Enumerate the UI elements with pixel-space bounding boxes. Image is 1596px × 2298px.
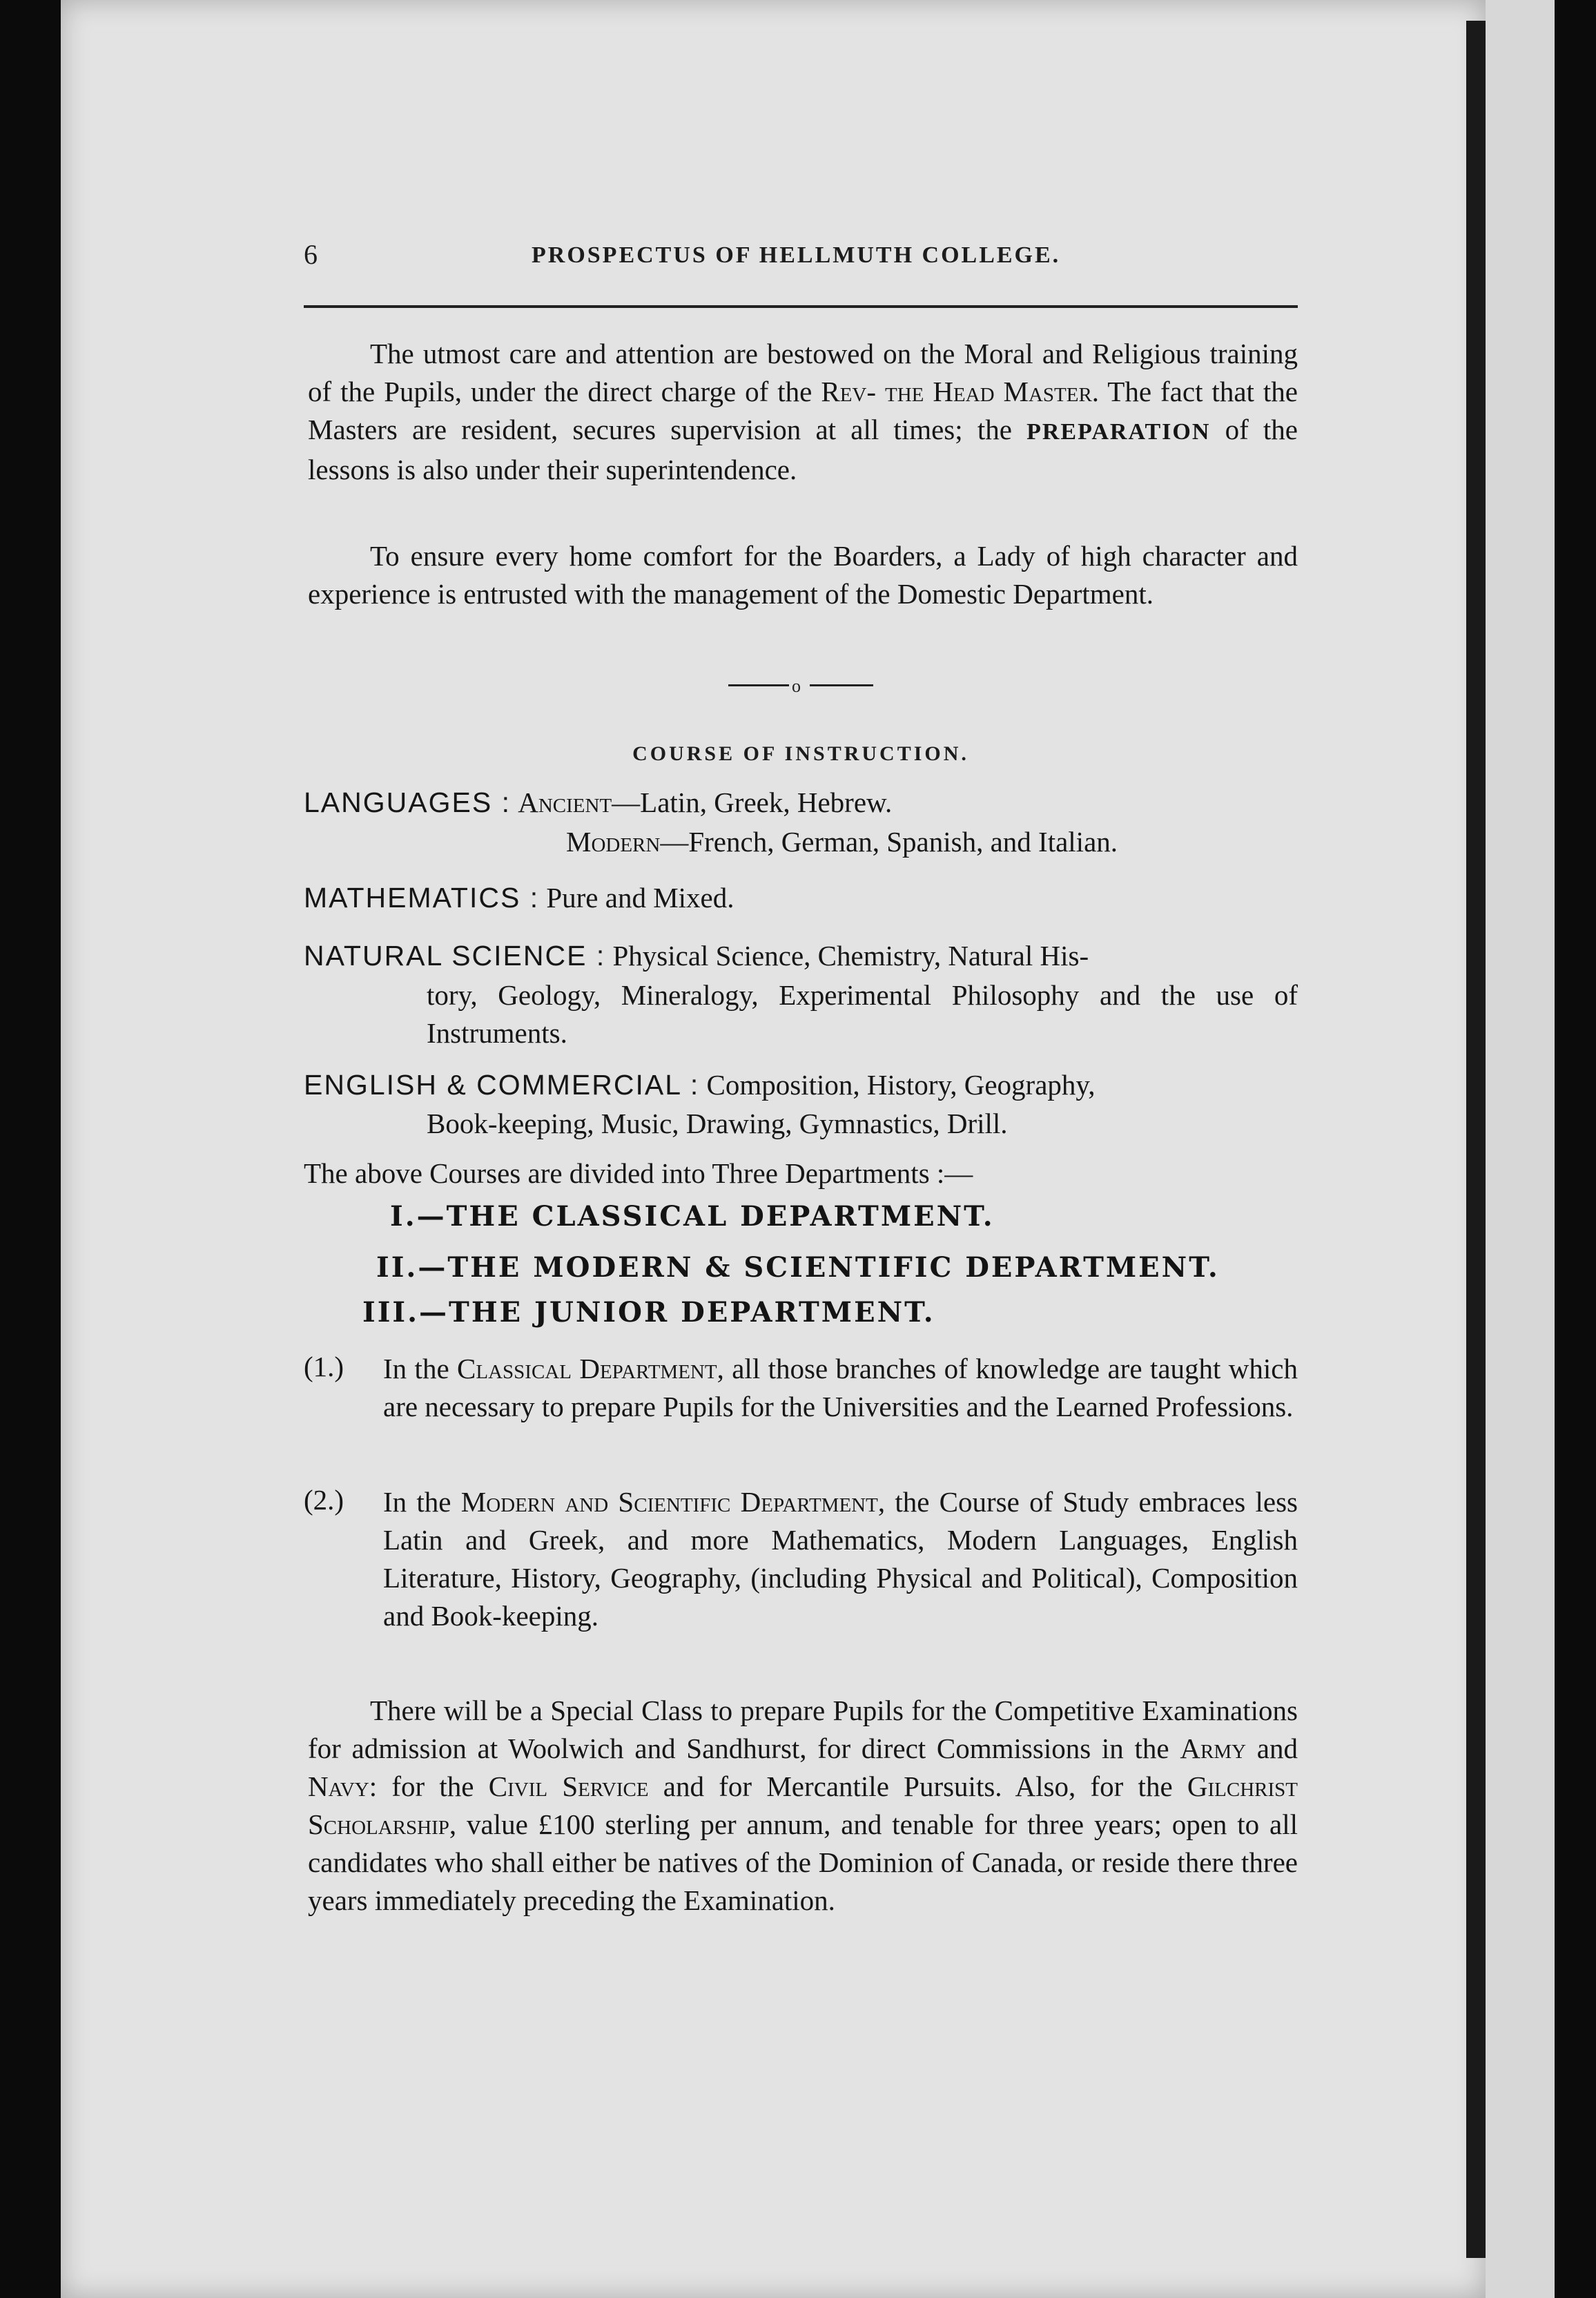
item-number-1: (1.) bbox=[304, 1351, 344, 1382]
next-page-edge bbox=[1486, 0, 1555, 2298]
running-title: PROSPECTUS OF HELLMUTH COLLEGE. bbox=[532, 242, 1061, 268]
subject-mathematics: MATHEMATICS : Pure and Mixed. bbox=[304, 882, 734, 914]
head-master-ref: Rev- the Head Master. bbox=[821, 376, 1100, 407]
running-header bbox=[304, 238, 1298, 280]
paragraph-moral-training: The utmost care and attention are bestowed on the Moral and Religious training of the Pupils, under the direct charge of the Rev- the Head Master. The fact that the Masters are resident, secures supervision at all times; the PREPARATION of the lessons is also under their superintendence. bbox=[308, 338, 1298, 485]
subject-natural-science: NATURAL SCIENCE : Physical Science, Chemistry, Natural His- bbox=[304, 940, 1089, 972]
departments-intro: The above Courses are divided into Three Departments :— bbox=[304, 1157, 973, 1189]
department-modern-scientific: II.—THE MODERN & SCIENTIFIC DEPARTMENT. bbox=[376, 1251, 1220, 1284]
subject-languages: LANGUAGES : Ancient—Latin, Greek, Hebrew. bbox=[304, 786, 893, 818]
subject-english-commercial-cont: Book-keeping, Music, Drawing, Gymnastics, Drill. bbox=[427, 1108, 1008, 1139]
course-heading: COURSE OF INSTRUCTION. bbox=[632, 742, 969, 765]
subject-english-commercial: ENGLISH & COMMERCIAL : Composition, History, Geography, bbox=[304, 1069, 1096, 1101]
paragraph-domestic: To ensure every home comfort for the Boarders, a Lady of high character and experience is entrusted with the management of the Domestic Department. bbox=[308, 540, 1298, 610]
languages-label: LANGUAGES : bbox=[304, 786, 511, 818]
department-junior: III.—THE JUNIOR DEPARTMENT. bbox=[362, 1296, 935, 1329]
section-ornament: o bbox=[728, 673, 873, 694]
header-rule bbox=[304, 305, 1298, 308]
page-number: 6 bbox=[304, 239, 320, 270]
department-classical: I.—THE CLASSICAL DEPARTMENT. bbox=[390, 1200, 995, 1233]
item-classical-description: In the Classical Department, all those branches of knowledge are taught which are necessary to prepare Pupils for the Universities and the Learned Professions. bbox=[383, 1353, 1298, 1422]
subject-languages-modern: Modern—French, German, Spanish, and Italian. bbox=[566, 826, 1118, 858]
subject-natural-science-cont: tory, Geology, Mineralogy, Experimental Philosophy and the use of Instruments. bbox=[427, 979, 1298, 1049]
preparation-word: PREPARATION bbox=[1026, 419, 1211, 445]
item-modern-description: In the Modern and Scientific Department, the Course of Study embraces less Latin and Greek, and more Mathematics, Modern Languages, English Literature, History, Geography, (including Physical and Political), Composition and Book-keeping. bbox=[383, 1486, 1298, 1632]
item-number-2: (2.) bbox=[304, 1484, 344, 1516]
paragraph-special-class: There will be a Special Class to prepare Pupils for the Competitive Examinations for admission at Woolwich and Sandhurst, for direct Commissions in the Army and Navy: for the Civil Service and for Mercantile Pursuits. Also, for the Gilchrist Scholarship, value £100 sterling per annum, and tenable for three years; open to all candidates who shall either be natives of the Dominion of Canada, or reside there three years immediately preceding the Examination. bbox=[308, 1694, 1298, 1916]
